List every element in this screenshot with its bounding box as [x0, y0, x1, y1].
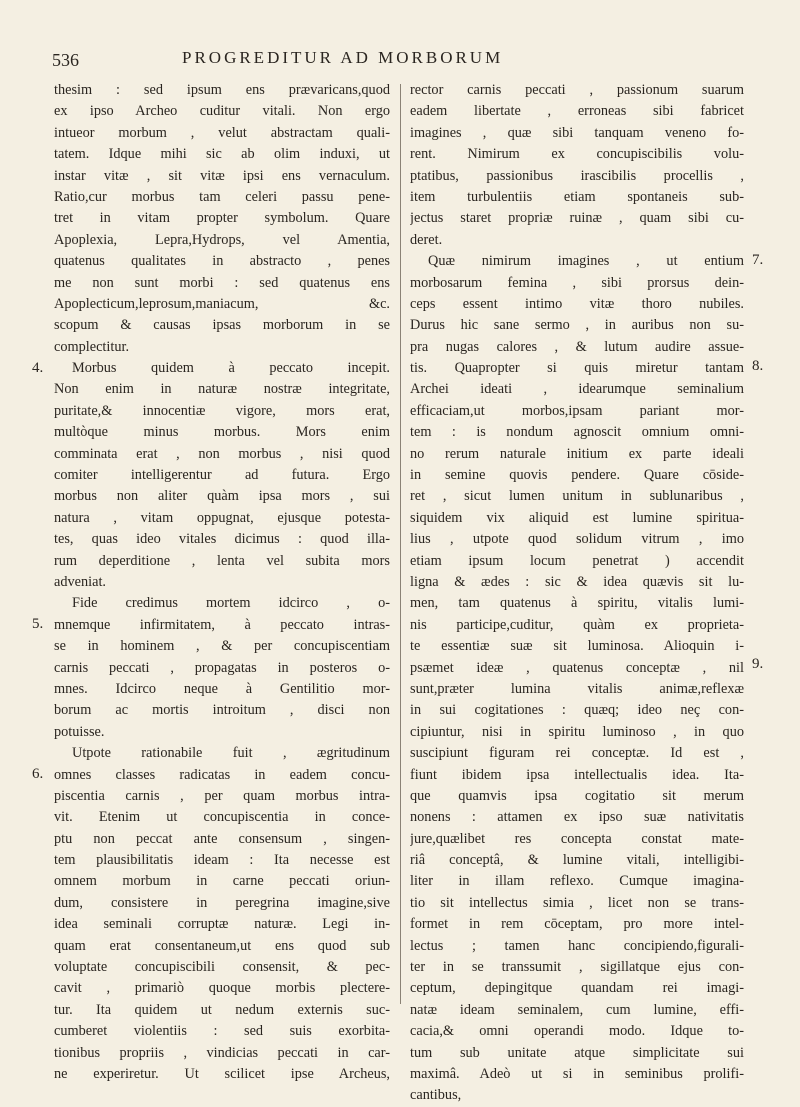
text-line: Durus hic sane sermo , in auribus non su- [410, 317, 744, 334]
text-line: puritate,& innocentiæ vigore, mors erat, [54, 402, 390, 419]
text-line: instar vitæ , sit vitæ ipsi ens vernaculum. [54, 167, 390, 184]
text-line: ceps essent intimo vitæ thoro nubiles. [410, 295, 744, 312]
text-line: Archei ideati , idearumque seminalium [410, 381, 744, 398]
text-line: tio sit intellectus simia , licet non se trans- [410, 894, 744, 911]
page-header [52, 48, 768, 78]
text-line: Morbus quidem à peccato incepit. [72, 360, 390, 377]
text-line: se in hominem , & per concupiscentiam [54, 638, 390, 655]
margin-number-6: 6. [32, 766, 44, 782]
text-line: no rerum naturale initium ex parte ideali [410, 445, 744, 462]
text-line: te essentiæ suæ sit luminosa. Alioquin i- [410, 638, 744, 655]
text-line: cantibus, [410, 1087, 462, 1104]
text-line: quatenus qualitates in abstracto , penes [54, 253, 390, 270]
left-text-column [54, 80, 390, 1085]
text-line: tes, quas ideo vitales dicimus : quod illa- [54, 531, 390, 548]
text-line: imagines , quæ sibi tanquam veneno fo- [410, 124, 744, 141]
text-line: tret in vitam propter symbolum. Quare [54, 210, 390, 227]
text-line: formet in rem cōceptam, pro more intel- [410, 916, 744, 933]
text-line: eadem libertate , erroneas sibi fabricet [410, 103, 744, 120]
text-line: siquidem vix aliquid est lumine spiritua- [410, 509, 744, 526]
text-line: ne experiretur. Ut scilicet ipse Archeus, [54, 1065, 390, 1082]
text-line: potuisse. [54, 723, 105, 740]
text-line: natura , vitam oppugnat, ejusque potesta- [54, 509, 390, 526]
text-line: nis participe,cuditur, quàm ex proprieta- [410, 616, 744, 633]
text-line: cumberet violentiis : sed suis exorbita- [54, 1023, 390, 1040]
text-line: Ratio,cur morbus tam celeri passu pene- [54, 188, 390, 205]
text-line: Apoplexia, Lepra,Hydrops, vel Amentia, [54, 231, 390, 248]
text-line: tum sub unitate atque simplicitate sui [410, 1044, 744, 1061]
text-line: comminata erat , non morbus , nisi quod [54, 445, 390, 462]
text-line: ex ipso Archeo cuditur vitali. Non ergo [54, 103, 390, 120]
right-text-column [410, 80, 744, 1107]
text-line: cipiuntur, nisi in spiritu luminoso , in quo [410, 723, 744, 740]
text-line: dum, consistere in peregrina imagine,sive [54, 894, 390, 911]
text-line: ligna & ædes : sic & idea quævis sit lu- [410, 573, 744, 590]
text-line: voluptate concupiscibili consensit, & pec- [54, 959, 390, 976]
text-line: morbosarum femina , sibi prorsus dein- [410, 274, 744, 291]
text-line: psæmet ideæ , quatenus conceptæ , nil [410, 659, 744, 676]
margin-number-4: 4. [32, 360, 44, 376]
text-line: morbus non aliter quàm ipsa mors , sui [54, 488, 390, 505]
text-line: nonens : attamen ex ipso suæ nativitatis [410, 809, 744, 826]
text-line: efficaciam,ut morbos,ipsam pariant mor- [410, 402, 744, 419]
text-line: natæ ideam seminalem, cum lumine, effi- [410, 1001, 744, 1018]
text-line: lius , utpote quod solidum vitrum , imo [410, 531, 744, 548]
text-line: omnes classes radicatas in eadem concu- [54, 766, 390, 783]
text-line: adveniat. [54, 573, 107, 590]
text-line: lectus ; tamen hanc concipiendo,figurali- [410, 937, 744, 954]
text-line: ptu non peccat ante consensum , singen- [54, 830, 390, 847]
text-line: liter in illam reflexo. Cumque imagina- [410, 873, 744, 890]
text-line: etiam ipsum locum penetrat ) accendit [410, 552, 744, 569]
text-line: fiunt ibidem ipsa intellectualis idea. Ita- [410, 766, 744, 783]
text-line: borum ac mortis introitum , disci non [54, 702, 390, 719]
text-line: Utpote rationabile fuit , ægritudinum [72, 745, 390, 762]
text-line: jure,quælibet res concepta constat mate- [410, 830, 744, 847]
text-line: tem : is nondum agnoscit omnium omni- [410, 424, 744, 441]
text-line: ter in se transsumit , sigillatque ejus con- [410, 959, 744, 976]
text-line: rector carnis peccati , passionum suarum [410, 82, 744, 98]
text-line: mnes. Idcirco neque à Gentilitio mor- [54, 680, 390, 697]
text-line: thesim : sed ipsum ens prævaricans,quod [54, 82, 390, 98]
text-line: men, tam quatenus à spiritu, vitalis lumi- [410, 595, 744, 612]
text-line: sunt,præter lumina vitalis animæ,reflexæ [410, 680, 744, 697]
text-line: piscentia carnis , per quam morbus intra- [54, 787, 390, 804]
margin-number-8: 8. [752, 358, 764, 374]
text-line: riâ conceptâ, & lumine vitali, intelligibi- [410, 852, 744, 869]
text-line: tatem. Idque mihi sic ab olim induxi, ut [54, 146, 390, 163]
text-line: item turbulentiis etiam spontaneis sub- [410, 188, 744, 205]
text-line: mnemque infirmitatem, à peccato intras- [54, 616, 390, 633]
text-line: deret. [410, 231, 443, 248]
text-line: multòque minus morbus. Mors enim [54, 424, 390, 441]
text-line: tionibus propriis , vindicias peccati in car- [54, 1044, 390, 1061]
text-line: suscipiunt figuram rei conceptæ. Id est , [410, 745, 744, 762]
text-line: me non sunt morbi : sed quatenus ens [54, 274, 390, 291]
text-line: idea seminali corruptæ naturæ. Legi in- [54, 916, 390, 933]
text-line: cavit , primariò quoque morbis plectere- [54, 980, 390, 997]
text-line: carnis peccati , propagatas in posteros o- [54, 659, 390, 676]
margin-number-9: 9. [752, 656, 764, 672]
text-line: comiter intelligerentur ad futura. Ergo [54, 467, 390, 484]
text-line: scopum & causas ipsas morborum in se [54, 317, 390, 334]
text-line: cacia,& omni operandi modo. Idque to- [410, 1023, 744, 1040]
page-number: 536 [52, 50, 79, 70]
margin-number-7: 7. [752, 252, 764, 268]
text-line: tur. Ita quidem ut nedum externis suc- [54, 1001, 390, 1018]
text-line: in sui cogitationes : quæq; ideo neç con- [410, 702, 744, 719]
text-line: ptatibus, passionibus irascibilis procellis , [410, 167, 744, 184]
text-line: omnem morbum in carne peccati oriun- [54, 873, 390, 890]
margin-number-5: 5. [32, 616, 44, 632]
text-line: in semine quovis pendere. Quare cōside- [410, 467, 744, 484]
text-line: Quæ nimirum imagines , ut entium [428, 253, 744, 270]
column-divider [400, 84, 401, 1004]
text-line: maximâ. Adeò ut si in seminibus prolifi- [410, 1065, 744, 1082]
text-line: ceptum, depingitque quandam rei imagi- [410, 980, 744, 997]
text-line: Fide credimus mortem idcirco , o- [72, 595, 390, 612]
text-line: Apoplecticum,leprosum,maniacum, &c. [54, 295, 390, 312]
text-line: que quamvis ipsa cogitatio sit merum [410, 787, 744, 804]
text-line: jectus staret propriæ ruinæ , quam sibi cu- [410, 210, 744, 227]
text-line: intueor morbum , velut abstractam quali- [54, 124, 390, 141]
text-line: rum deperditione , lenta vel subita mors [54, 552, 390, 569]
text-line: rent. Nimirum ex concupiscibilis volu- [410, 146, 744, 163]
text-line: Non enim in naturæ nostræ integritate, [54, 381, 390, 398]
text-line: ret , sicut lumen unitum in sublunaribus , [410, 488, 744, 505]
text-line: tis. Quapropter si quis miretur tantam [410, 360, 744, 377]
running-head: PROGREDITUR AD MORBORUM [182, 48, 504, 67]
text-line: vit. Etenim ut concupiscentia in conce- [54, 809, 390, 826]
text-line: pra nugas calores , & lutum audire assue- [410, 338, 744, 355]
text-line: tem plausibilitatis ideam : Ita necesse est [54, 852, 390, 869]
text-line: complectitur. [54, 338, 130, 355]
text-line: quam erat consentaneum,ut ens quod sub [54, 937, 390, 954]
